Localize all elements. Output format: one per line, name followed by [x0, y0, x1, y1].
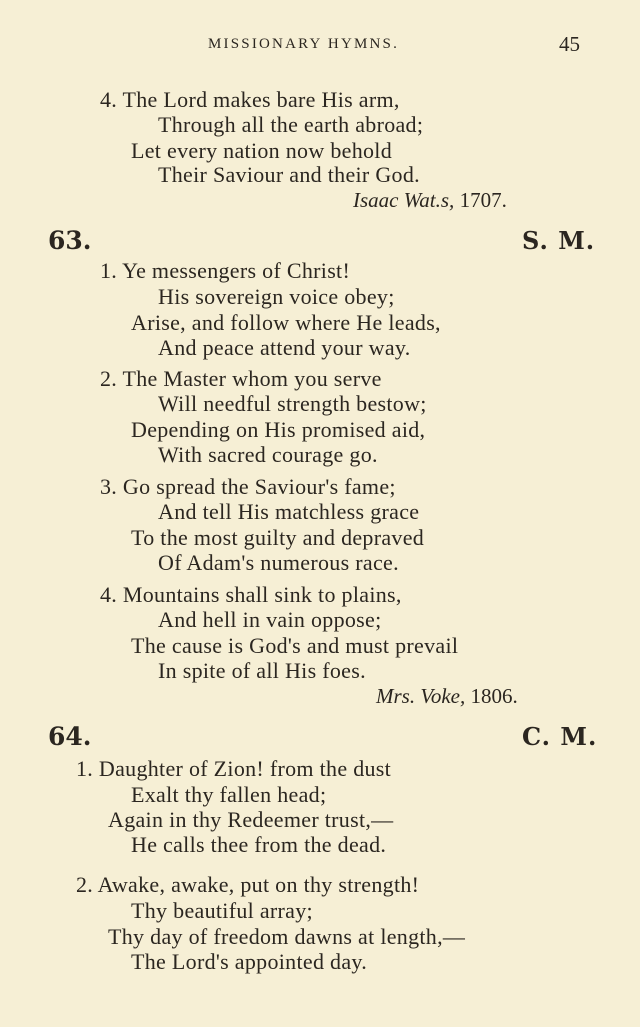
verse-line: 2. The Master whom you serve: [100, 366, 382, 391]
verse-line: Will needful strength bestow;: [158, 391, 427, 416]
page-number: 45: [559, 32, 580, 56]
verse-line: 1. Daughter of Zion! from the dust: [76, 756, 392, 781]
verse-line: Through all the earth abroad;: [158, 112, 424, 137]
verse-line: 4. Mountains shall sink to plains,: [100, 582, 402, 607]
author-year: 1806.: [470, 684, 518, 708]
verse-line: And tell His matchless grace: [158, 499, 420, 524]
verse-line: 2. Awake, awake, put on thy strength!: [76, 872, 420, 897]
verse-line: Of Adam's numerous race.: [158, 550, 399, 575]
hymn-64-meter: C. M.: [522, 722, 598, 751]
verse-line: 4. The Lord makes bare His arm,: [100, 87, 400, 112]
verse-line: Again in thy Redeemer trust,—: [108, 807, 394, 832]
author-name: Isaac Wat.s,: [353, 188, 455, 212]
author-name: Mrs. Voke,: [376, 684, 466, 708]
hymn-64-number: 64.: [48, 722, 92, 751]
verse-line: He calls thee from the dead.: [131, 832, 387, 857]
verse-line: In spite of all His foes.: [158, 658, 366, 683]
verse-line: Their Saviour and their God.: [158, 162, 420, 187]
prev-hymn-attribution: [353, 187, 507, 213]
verse-line: Thy beautiful array;: [131, 898, 313, 923]
hymn-63-number: 63.: [48, 226, 92, 255]
verse-line: And hell in vain oppose;: [158, 607, 382, 632]
hymn-63-attribution: [376, 683, 518, 709]
author-year: 1707.: [459, 188, 507, 212]
verse-line: Exalt thy fallen head;: [131, 782, 327, 807]
verse-line: To the most guilty and depraved: [131, 525, 425, 550]
verse-line: Let every nation now behold: [131, 138, 393, 163]
verse-line: 3. Go spread the Saviour's fame;: [100, 474, 396, 499]
verse-line: The cause is God's and must prevail: [131, 633, 459, 658]
hymn-63-meter: S. M.: [522, 226, 596, 255]
verse-line: Thy day of freedom dawns at length,—: [108, 924, 466, 949]
running-title: MISSIONARY HYMNS.: [208, 36, 400, 52]
verse-line: With sacred courage go.: [158, 442, 378, 467]
verse-line: The Lord's appointed day.: [131, 949, 368, 974]
verse-line: His sovereign voice obey;: [158, 284, 395, 309]
verse-line: 1. Ye messengers of Christ!: [100, 258, 351, 283]
verse-line: Depending on His promised aid,: [131, 417, 426, 442]
running-head: [0, 32, 640, 60]
verse-line: And peace attend your way.: [158, 335, 411, 360]
verse-line: Arise, and follow where He leads,: [131, 310, 441, 335]
